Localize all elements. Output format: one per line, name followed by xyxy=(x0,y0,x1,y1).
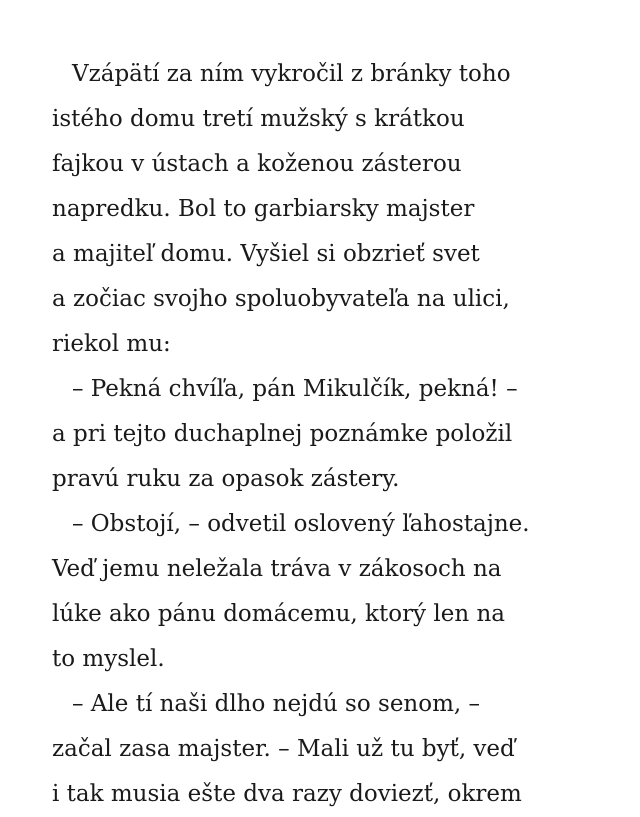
text-line: i tak musia ešte dva razy doviezť, okrem xyxy=(52,781,522,807)
text-line: riekol mu: xyxy=(52,331,171,357)
text-line: napredku. Bol to garbiarsky majster xyxy=(52,196,475,222)
text-line: – Obstojí, – odvetil oslovený ľahostajne. xyxy=(72,511,530,537)
text-line: istého domu tretí mužský s krátkou xyxy=(52,106,465,132)
text-line: Veď jemu neležala tráva v zákosoch na xyxy=(52,556,502,582)
text-column xyxy=(52,52,597,817)
text-line: a majiteľ domu. Vyšiel si obzrieť svet xyxy=(52,241,480,267)
text-line: Vzápätí za ním vykročil z bránky toho xyxy=(72,61,511,87)
text-line: a zočiac svojho spoluobyvateľa na ulici, xyxy=(52,286,510,312)
text-line: začal zasa majster. – Mali už tu byť, veď xyxy=(52,736,515,762)
text-line: – Ale tí naši dlho nejdú so senom, – xyxy=(72,691,481,717)
text-line: lúke ako pánu domácemu, ktorý len na xyxy=(52,601,505,627)
text-line: – Pekná chvíľa, pán Mikulčík, pekná! – xyxy=(72,376,518,402)
text-line: a pri tejto duchaplnej poznámke položil xyxy=(52,421,513,447)
text-line: fajkou v ústach a koženou zásterou xyxy=(52,151,462,177)
text-line: to myslel. xyxy=(52,646,165,672)
text-line: pravú ruku za opasok zástery. xyxy=(52,466,400,492)
